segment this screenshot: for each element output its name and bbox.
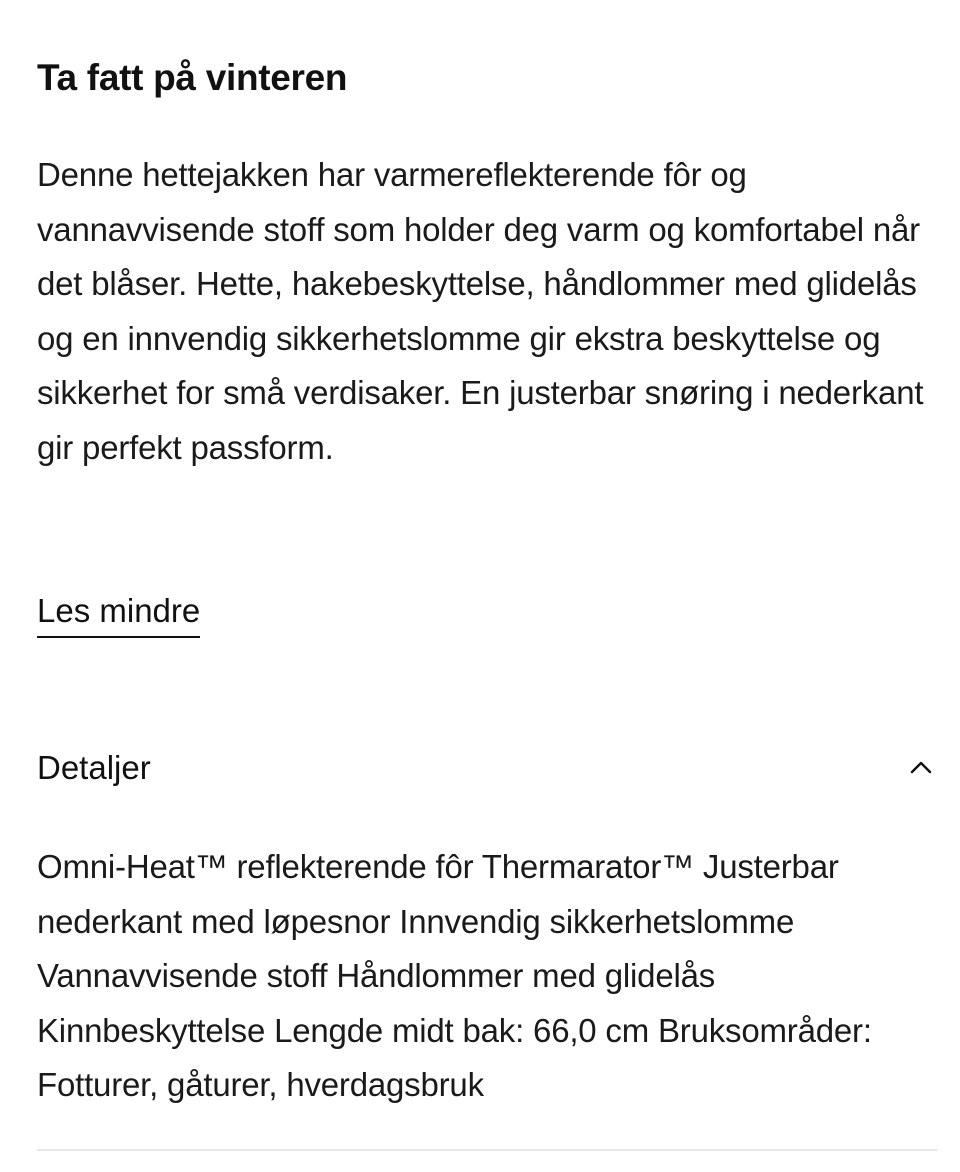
section-divider [37,1149,937,1151]
chevron-up-icon[interactable] [909,756,933,780]
description-title: Ta fatt på vinteren [37,57,348,98]
description-text: Denne hettejakken har varmereflekterende fôr og vannavvisende stoff som holder deg varm og komfortabel når det blåser. Hette, hakebeskyttelse, håndlommer med glidelås og en innvendig sikkerhetslomme gir ekstra beskyttelse og sikkerhet for små verdisaker. En justerbar snøring i nederkant gir perfekt passform. [37,156,924,466]
details-accordion-header[interactable] [37,740,933,796]
details-text: Omni-Heat™ reflekterende fôr Thermarator™ Justerbar nederkant med løpesnor Innvendig sikkerhetslomme Vannavvisende stoff Håndlommer med glidelås Kinnbeskyttelse Lengde midt bak: 66,0 cm Bruksområder: Fotturer, gåturer, hverdagsbruk [37,848,872,1103]
read-less-link[interactable]: Les mindre [37,588,200,638]
details-accordion-title: Detaljer [37,749,151,786]
